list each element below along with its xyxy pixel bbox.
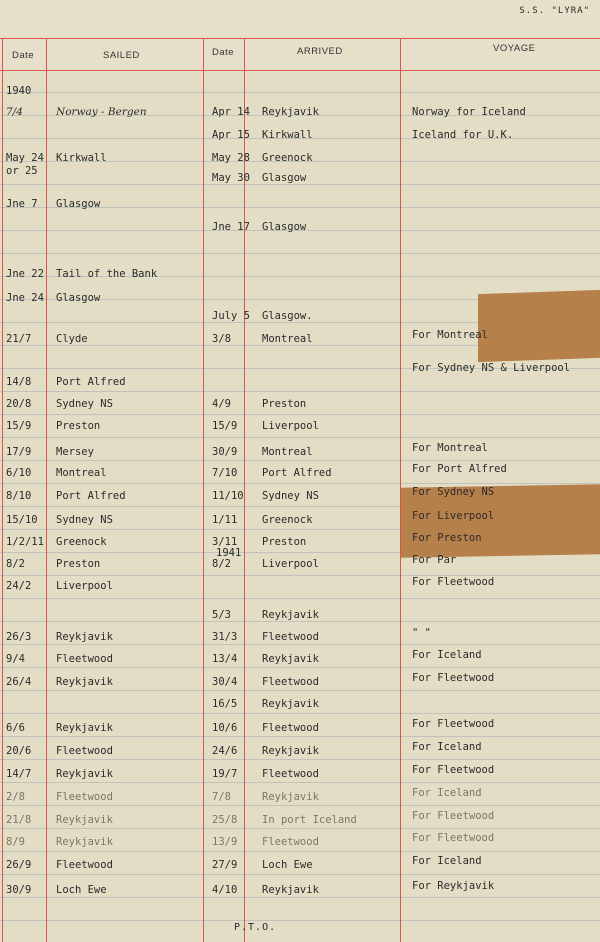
sailed-port: Reykjavik: [56, 631, 113, 643]
arrived-port: Loch Ewe: [262, 859, 313, 871]
arrived-port: Preston: [262, 398, 307, 410]
arrived-date: 3/11: [212, 536, 238, 548]
voyage-note: For Par: [412, 554, 457, 566]
arrived-port: Reykjavik: [262, 745, 319, 757]
voyage-note: For Sydney NS: [412, 486, 495, 498]
voyage-note: For Preston: [412, 532, 482, 544]
sailed-port: Preston: [56, 558, 101, 570]
voyage-note: For Sydney NS & Liverpool: [412, 362, 571, 374]
sailed-port: Port Alfred: [56, 376, 126, 388]
arrived-port: Reykjavik: [262, 609, 319, 621]
sailed-date: Jne 7: [6, 198, 38, 210]
sailed-date: Jne 22: [6, 268, 44, 280]
voyage-note: For Fleetwood: [412, 810, 495, 822]
sailed-date: 9/4: [6, 653, 25, 665]
arrived-port: Reykjavik: [262, 791, 319, 803]
sailed-date: 14/7: [6, 768, 32, 780]
arrived-date: 30/4: [212, 676, 238, 688]
arrived-port: Greenock: [262, 514, 313, 526]
column-rule: [46, 38, 47, 942]
header-bottom-rule: [0, 70, 600, 71]
year-label: 1940: [6, 85, 32, 97]
arrived-port: Reykjavik: [262, 884, 319, 896]
sailed-date: 15/9: [6, 420, 32, 432]
sailed-port: Tail of the Bank: [56, 268, 158, 280]
sailed-date: 14/8: [6, 376, 32, 388]
voyage-note: For Fleetwood: [412, 832, 495, 844]
voyage-note: For Fleetwood: [412, 672, 495, 684]
arrived-port: In port Iceland: [262, 814, 357, 826]
arrived-date: Jne 17: [212, 221, 250, 233]
sailed-port: Liverpool: [56, 580, 113, 592]
sailed-date: 1/2/11: [6, 536, 44, 548]
header-date-sailed: Date: [12, 50, 35, 61]
arrived-date: Apr 14: [212, 106, 250, 118]
voyage-note: For Iceland: [412, 855, 482, 867]
arrived-port: Montreal: [262, 446, 313, 458]
sailed-date: 26/9: [6, 859, 32, 871]
arrived-date: 30/9: [212, 446, 238, 458]
arrived-port: Port Alfred: [262, 467, 332, 479]
sailed-port: Port Alfred: [56, 490, 126, 502]
header-top-rule: [0, 38, 600, 39]
sailed-port: Reykjavik: [56, 814, 113, 826]
arrived-port: Kirkwall: [262, 129, 313, 141]
voyage-note: For Port Alfred: [412, 463, 507, 475]
sailed-date: 17/9: [6, 446, 32, 458]
sailed-date: 24/2: [6, 580, 32, 592]
header-sailed: SAILED: [103, 50, 140, 61]
sailed-port: Montreal: [56, 467, 107, 479]
sailed-date: 8/9: [6, 836, 25, 848]
sailed-port: Sydney NS: [56, 514, 113, 526]
sailed-date: 26/3: [6, 631, 32, 643]
arrived-date: 13/9: [212, 836, 238, 848]
arrived-port: Reykjavik: [262, 698, 319, 710]
arrived-port: Fleetwood: [262, 631, 319, 643]
voyage-note: For Montreal: [412, 442, 488, 454]
voyage-note: Norway for Iceland: [412, 106, 526, 118]
arrived-date: 1/11: [212, 514, 238, 526]
tape-patch: [478, 290, 600, 362]
arrived-port: Fleetwood: [262, 722, 319, 734]
arrived-date: July 5: [212, 310, 250, 322]
sailed-date: 21/7: [6, 333, 32, 345]
sailed-port: Fleetwood: [56, 791, 113, 803]
arrived-date: 24/6: [212, 745, 238, 757]
arrived-date: 7/8: [212, 791, 231, 803]
sailed-date: 8/2: [6, 558, 25, 570]
sailed-port: Reykjavik: [56, 676, 113, 688]
year-label: 1941: [216, 547, 242, 559]
arrived-port: Fleetwood: [262, 836, 319, 848]
arrived-date: Apr 15: [212, 129, 250, 141]
sailed-port: Norway - Bergen: [56, 106, 147, 118]
arrived-date: May 30: [212, 172, 250, 184]
sailed-port: Glasgow: [56, 292, 101, 304]
voyage-note: For Fleetwood: [412, 764, 495, 776]
voyage-note: " ": [412, 627, 431, 639]
sailed-date: 26/4: [6, 676, 32, 688]
sailed-date: 7/4: [6, 106, 23, 118]
arrived-date: 31/3: [212, 631, 238, 643]
voyage-note: For Fleetwood: [412, 576, 495, 588]
voyage-note: For Montreal: [412, 329, 488, 341]
arrived-date: 11/10: [212, 490, 244, 502]
sailed-port: Reykjavik: [56, 768, 113, 780]
arrived-port: Montreal: [262, 333, 313, 345]
arrived-port: Liverpool: [262, 420, 319, 432]
voyage-note: For Iceland: [412, 787, 482, 799]
arrived-port: Glasgow: [262, 221, 307, 233]
arrived-date: 4/9: [212, 398, 231, 410]
sailed-date: 15/10: [6, 514, 38, 526]
sailed-port: Mersey: [56, 446, 94, 458]
arrived-date: 3/8: [212, 333, 231, 345]
sailed-date: 20/8: [6, 398, 32, 410]
arrived-date: May 28: [212, 152, 250, 164]
arrived-port: Glasgow: [262, 172, 307, 184]
sailed-port: Fleetwood: [56, 859, 113, 871]
sailed-port: Sydney NS: [56, 398, 113, 410]
sailed-date: 20/6: [6, 745, 32, 757]
arrived-date: 25/8: [212, 814, 238, 826]
voyage-note: For Reykjavik: [412, 880, 495, 892]
sailed-port: Clyde: [56, 333, 88, 345]
sailed-port: Glasgow: [56, 198, 101, 210]
arrived-date: 16/5: [212, 698, 238, 710]
arrived-port: Sydney NS: [262, 490, 319, 502]
arrived-date: 10/6: [212, 722, 238, 734]
arrived-date: 15/9: [212, 420, 238, 432]
arrived-date: 5/3: [212, 609, 231, 621]
arrived-date: 4/10: [212, 884, 238, 896]
voyage-note: For Liverpool: [412, 510, 495, 522]
sailed-port: Reykjavik: [56, 722, 113, 734]
voyage-note: For Iceland: [412, 741, 482, 753]
arrived-date: 19/7: [212, 768, 238, 780]
sailed-date: 2/8: [6, 791, 25, 803]
arrived-date: 13/4: [212, 653, 238, 665]
ship-name: S.S. "LYRA": [519, 6, 590, 16]
arrived-date: 27/9: [212, 859, 238, 871]
arrived-date: 7/10: [212, 467, 238, 479]
column-rule: [2, 38, 3, 942]
arrived-port: Reykjavik: [262, 653, 319, 665]
sailed-port: Fleetwood: [56, 653, 113, 665]
header-band: [0, 0, 600, 72]
column-rule: [400, 38, 401, 942]
arrived-port: Glasgow.: [262, 310, 313, 322]
header-voyage: VOYAGE: [493, 43, 536, 54]
sailed-date: 8/10: [6, 490, 32, 502]
sailed-port: Reykjavik: [56, 836, 113, 848]
arrived-date: 8/2: [212, 558, 231, 570]
arrived-port: Liverpool: [262, 558, 319, 570]
arrived-port: Fleetwood: [262, 768, 319, 780]
arrived-port: Reykjavik: [262, 106, 319, 118]
sailed-port: Fleetwood: [56, 745, 113, 757]
sailed-date: 6/6: [6, 722, 25, 734]
column-rule: [203, 38, 204, 942]
sailed-date: May 24 or 25: [6, 152, 44, 177]
arrived-port: Fleetwood: [262, 676, 319, 688]
sailed-port: Greenock: [56, 536, 107, 548]
sailed-date: 30/9: [6, 884, 32, 896]
sailed-port: Kirkwall: [56, 152, 107, 164]
sailed-date: 21/8: [6, 814, 32, 826]
footer-pto: P.T.O.: [234, 922, 277, 933]
sailed-date: 6/10: [6, 467, 32, 479]
sailed-port: Preston: [56, 420, 101, 432]
voyage-note: For Fleetwood: [412, 718, 495, 730]
arrived-port: Greenock: [262, 152, 313, 164]
header-arrived: ARRIVED: [297, 46, 343, 57]
sailed-date: Jne 24: [6, 292, 44, 304]
voyage-note: Iceland for U.K.: [412, 129, 514, 141]
arrived-port: Preston: [262, 536, 307, 548]
voyage-note: For Iceland: [412, 649, 482, 661]
sailed-port: Loch Ewe: [56, 884, 107, 896]
header-date-arrived: Date: [212, 47, 235, 58]
